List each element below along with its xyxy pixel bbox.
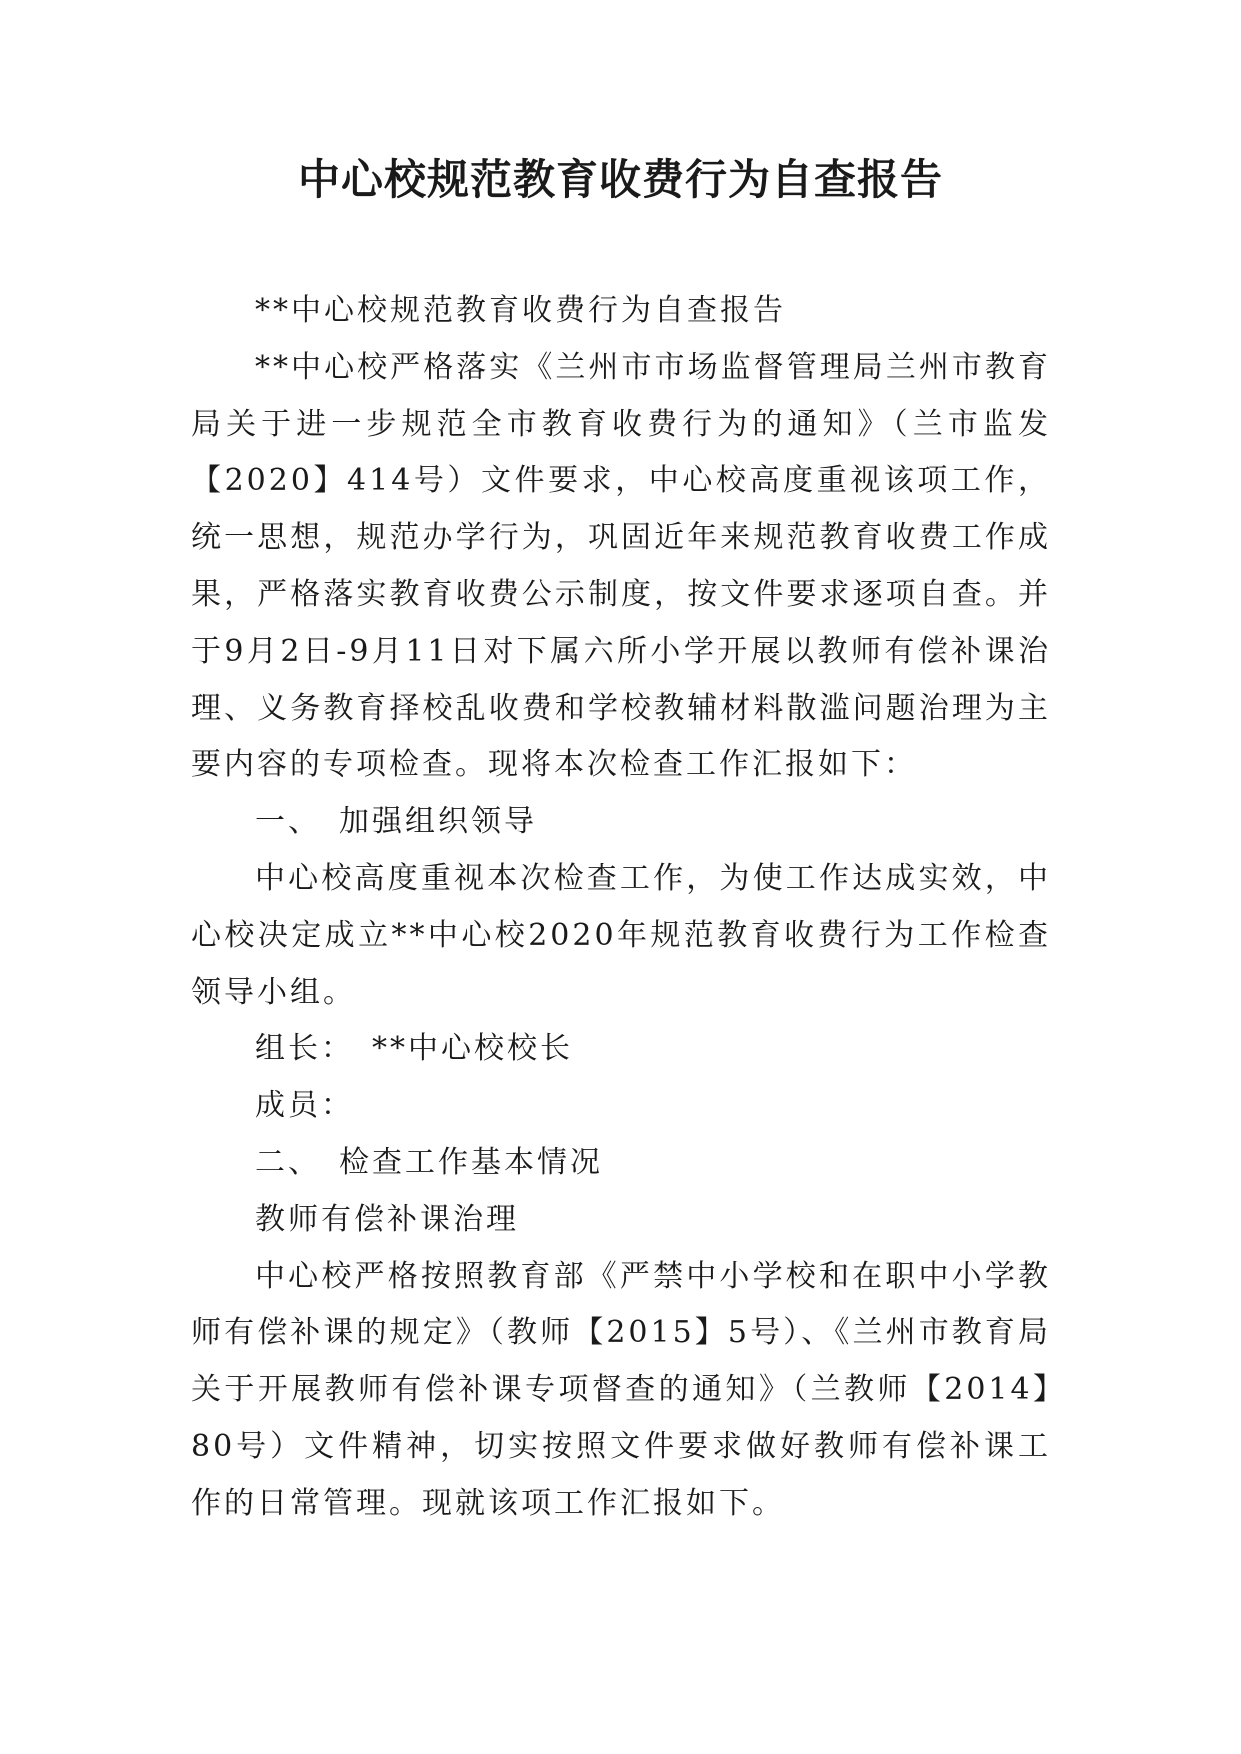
subheading-tutoring: 教师有偿补课治理 xyxy=(255,1201,519,1237)
document-title: 中心校规范教育收费行为自查报告 xyxy=(297,155,943,204)
paragraph-subtitle: **中心校规范教育收费行为自查报告 xyxy=(255,293,786,328)
section-heading-2: 二、 检查工作基本情况 xyxy=(255,1144,603,1180)
paragraph-leadership: 中心校高度重视本次检查工作，为使工作达成实效，中心校决定成立**中心校2020年规范教育收费行为工作检查领导小组。 xyxy=(191,860,1051,1010)
paragraph-intro: **中心校严格落实《兰州市市场监督管理局兰州市教育局关于进一步规范全市教育收费行为的通知》（兰市监发【2020】414号）文件要求，中心校高度重视该项工作，统一思想，规范办学行为，巩固近年来规范教育收费工作成果，严格落实教育收费公示制度，按文件要求逐项自查。并于9月2日-9月11日对下属六所小学开展以教师有偿补课治理、义务教育择校乱收费和学校教辅材料散滥问题治理为主要内容的专项检查。现将本次检查工作汇报如下： xyxy=(191,349,1051,783)
document-body xyxy=(191,283,1051,1533)
paragraph-tutoring: 中心校严格按照教育部《严禁中小学校和在职中小学教师有偿补课的规定》（教师【2015】5号）、《兰州市教育局关于开展教师有偿补课专项督查的通知》（兰教师【2014】80号）文件精神，切实按照文件要求做好教师有偿补课工作的日常管理。现就该项工作汇报如下。 xyxy=(191,1258,1051,1521)
paragraph-members: 成员： xyxy=(255,1088,354,1124)
paragraph-group-leader: 组长： **中心校校长 xyxy=(255,1031,573,1067)
section-heading-1: 一、 加强组织领导 xyxy=(255,804,537,840)
